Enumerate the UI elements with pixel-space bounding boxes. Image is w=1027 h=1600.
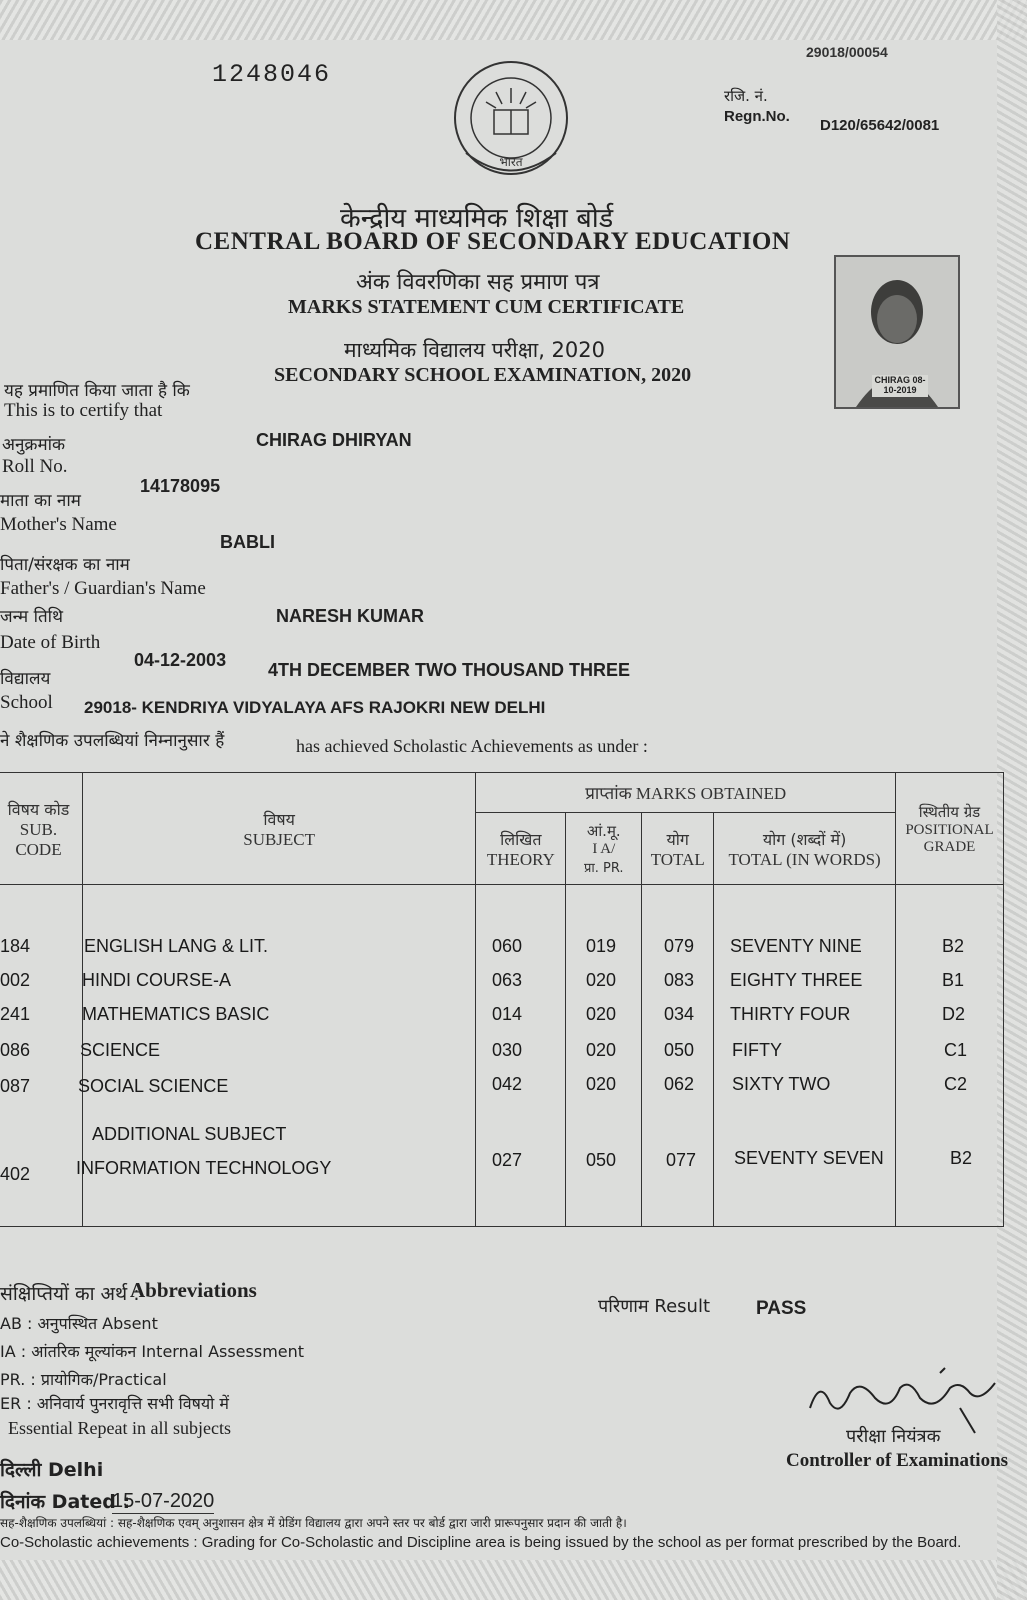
achieved-label: has achieved Scholastic Achievements as under : xyxy=(296,736,648,756)
school-reference: 29018/00054 xyxy=(806,44,888,60)
school-label-hindi: विद्यालय xyxy=(0,669,51,689)
grade: D2 xyxy=(942,1004,966,1024)
subject-name: MATHEMATICS BASIC xyxy=(82,1004,270,1024)
subject-name: SCIENCE xyxy=(80,1040,161,1060)
photo-caption: CHIRAG 08-10-2019 xyxy=(874,375,926,395)
grade: C2 xyxy=(944,1074,968,1094)
controller-title-hindi: परीक्षा नियंत्रक xyxy=(846,1426,941,1447)
ia-marks: 020 xyxy=(586,1074,617,1094)
board-name: CENTRAL BOARD OF SECONDARY EDUCATION xyxy=(195,228,791,255)
total-marks: 062 xyxy=(664,1074,695,1094)
cbse-logo xyxy=(446,58,576,188)
controller-title: Controller of Examinations xyxy=(786,1450,1009,1471)
roll-number: 14178095 xyxy=(140,476,221,496)
roll-label: Roll No. xyxy=(2,456,68,477)
serial-number: 1248046 xyxy=(212,60,332,89)
co-scholastic-note-hindi: सह-शैक्षणिक उपलब्धियां : सह-शैक्षणिक एवम् अनुशासन क्षेत्र में ग्रेडिंग विद्यालय द्वारा अपने स्तर पर बोर्ड द्वारा जारी प्रारूपनुसार प्रदान की जाती है। xyxy=(0,1516,627,1530)
abbreviation-essential-repeat: Essential Repeat in all subjects xyxy=(8,1418,231,1438)
subject-name: SOCIAL SCIENCE xyxy=(78,1076,229,1096)
ia-marks: 020 xyxy=(586,1040,617,1060)
grade: B1 xyxy=(942,970,965,990)
header-theory: लिखित THEORY xyxy=(476,813,566,885)
certify-label: This is to certify that xyxy=(4,400,163,421)
sub-code: 087 xyxy=(0,1076,31,1096)
theory-marks: 030 xyxy=(492,1040,523,1060)
father-label-hindi: पिता/संरक्षक का नाम xyxy=(0,555,130,575)
grade: B2 xyxy=(942,936,965,956)
dob-words: 4TH DECEMBER TWO THOUSAND THREE xyxy=(268,660,631,680)
total-marks: 034 xyxy=(664,1004,695,1024)
date-of-issue: 15-07-2020 xyxy=(112,1490,215,1512)
header-sub-code: विषय कोड SUB. CODE xyxy=(0,773,82,885)
school-name: 29018- KENDRIYA VIDYALAYA AFS RAJOKRI NEW DELHI xyxy=(84,698,546,717)
document-title: MARKS STATEMENT CUM CERTIFICATE xyxy=(288,296,685,318)
regn-label: Regn.No. xyxy=(724,108,790,125)
place-of-issue: दिल्ली Delhi xyxy=(0,1459,104,1481)
ia-marks: 019 xyxy=(586,936,617,956)
total-marks: 050 xyxy=(664,1040,695,1060)
student-name: CHIRAG DHIRYAN xyxy=(256,430,412,450)
subject-name: HINDI COURSE-A xyxy=(82,970,232,990)
header-marks-obtained: प्राप्तांक MARKS OBTAINED xyxy=(476,773,896,813)
co-scholastic-note: Co-Scholastic achievements : Grading for Co-Scholastic and Discipline area is being issued by the school as per format prescribed by the Board. xyxy=(0,1534,962,1551)
ia-marks: 020 xyxy=(586,970,617,990)
abbreviation-absent: AB : अनुपस्थित Absent xyxy=(0,1314,158,1333)
header-total: योग TOTAL xyxy=(642,813,714,885)
document-title-hindi: अंक विवरणिका सह प्रमाण पत्र xyxy=(356,270,600,295)
dob-value: 04-12-2003 xyxy=(134,650,227,670)
roll-label-hindi: अनुक्रमांक xyxy=(2,435,66,455)
subject-name: ENGLISH LANG & LIT. xyxy=(84,936,269,956)
logo-text: भारत xyxy=(499,155,523,169)
abbreviation-practical: PR. : प्रायोगिक/Practical xyxy=(0,1370,167,1389)
dob-label-hindi: जन्म तिथि xyxy=(0,607,63,627)
total-in-words: THIRTY FOUR xyxy=(730,1004,851,1024)
exam-name: SECONDARY SCHOOL EXAMINATION, 2020 xyxy=(274,364,692,386)
total-marks: 079 xyxy=(664,936,695,956)
school-label: School xyxy=(0,692,53,713)
sub-code: 402 xyxy=(0,1164,31,1184)
total-in-words: EIGHTY THREE xyxy=(730,970,863,990)
grade: B2 xyxy=(950,1148,973,1168)
total-in-words: FIFTY xyxy=(732,1040,782,1060)
mother-label-hindi: माता का नाम xyxy=(0,491,81,511)
sub-code: 241 xyxy=(0,1004,31,1024)
abbreviation-essential-repeat-hindi: ER : अनिवार्य पुनरावृत्ति सभी विषयो में xyxy=(0,1394,229,1413)
guilloche-border-top xyxy=(0,0,1027,40)
total-in-words: SEVENTY SEVEN xyxy=(734,1148,884,1168)
total-in-words: SEVENTY NINE xyxy=(730,936,862,956)
sub-code: 002 xyxy=(0,970,31,990)
board-name-hindi: केन्द्रीय माध्यमिक शिक्षा बोर्ड xyxy=(340,203,614,234)
exam-name-hindi: माध्यमिक विद्यालय परीक्षा, 2020 xyxy=(344,338,605,362)
theory-marks: 060 xyxy=(492,936,523,956)
header-ia: आं.मू. I A/ प्रा. PR. xyxy=(566,813,642,885)
ia-marks: 050 xyxy=(586,1150,617,1170)
father-label: Father's / Guardian's Name xyxy=(0,578,206,599)
dob-label: Date of Birth xyxy=(0,632,101,653)
result-label: परिणाम Result xyxy=(598,1296,711,1317)
theory-marks: 027 xyxy=(492,1150,523,1170)
theory-marks: 063 xyxy=(492,970,523,990)
sub-code: 086 xyxy=(0,1040,31,1060)
ia-marks: 020 xyxy=(586,1004,617,1024)
header-grade: स्थितीय ग्रेड POSITIONAL GRADE xyxy=(896,773,1004,885)
additional-subject-label: ADDITIONAL SUBJECT xyxy=(92,1124,287,1144)
abbreviations-title-hindi: संक्षिप्तियों का अर्थ : xyxy=(0,1283,140,1305)
achieved-label-hindi: ने शैक्षणिक उपलब्धियां निम्नानुसार हैं xyxy=(0,731,225,751)
theory-marks: 042 xyxy=(492,1074,523,1094)
subject-name: INFORMATION TECHNOLOGY xyxy=(76,1158,332,1178)
certify-label-hindi: यह प्रमाणित किया जाता है कि xyxy=(4,381,190,401)
header-subject: विषय SUBJECT xyxy=(82,773,475,885)
father-name: NARESH KUMAR xyxy=(276,606,424,626)
regn-label-hindi: रजि. नं. xyxy=(724,87,768,105)
mother-label: Mother's Name xyxy=(0,514,117,535)
abbreviation-internal-assessment: IA : आंतरिक मूल्यांकन Internal Assessment xyxy=(0,1342,305,1361)
regn-number: D120/65642/0081 xyxy=(820,117,940,134)
total-in-words: SIXTY TWO xyxy=(732,1074,831,1094)
total-marks: 077 xyxy=(666,1150,697,1170)
guilloche-border-bottom xyxy=(0,1560,1027,1600)
total-marks: 083 xyxy=(664,970,695,990)
dated-label: दिनांक Dated : xyxy=(0,1491,131,1513)
sub-code: 184 xyxy=(0,936,31,956)
student-photo xyxy=(834,255,960,409)
mother-name: BABLI xyxy=(220,532,275,552)
grade: C1 xyxy=(944,1040,968,1060)
header-total-words: योग (शब्दों में) TOTAL (IN WORDS) xyxy=(714,813,896,885)
theory-marks: 014 xyxy=(492,1004,523,1024)
result-value: PASS xyxy=(756,1298,807,1319)
abbreviations-title: Abbreviations xyxy=(130,1278,257,1302)
